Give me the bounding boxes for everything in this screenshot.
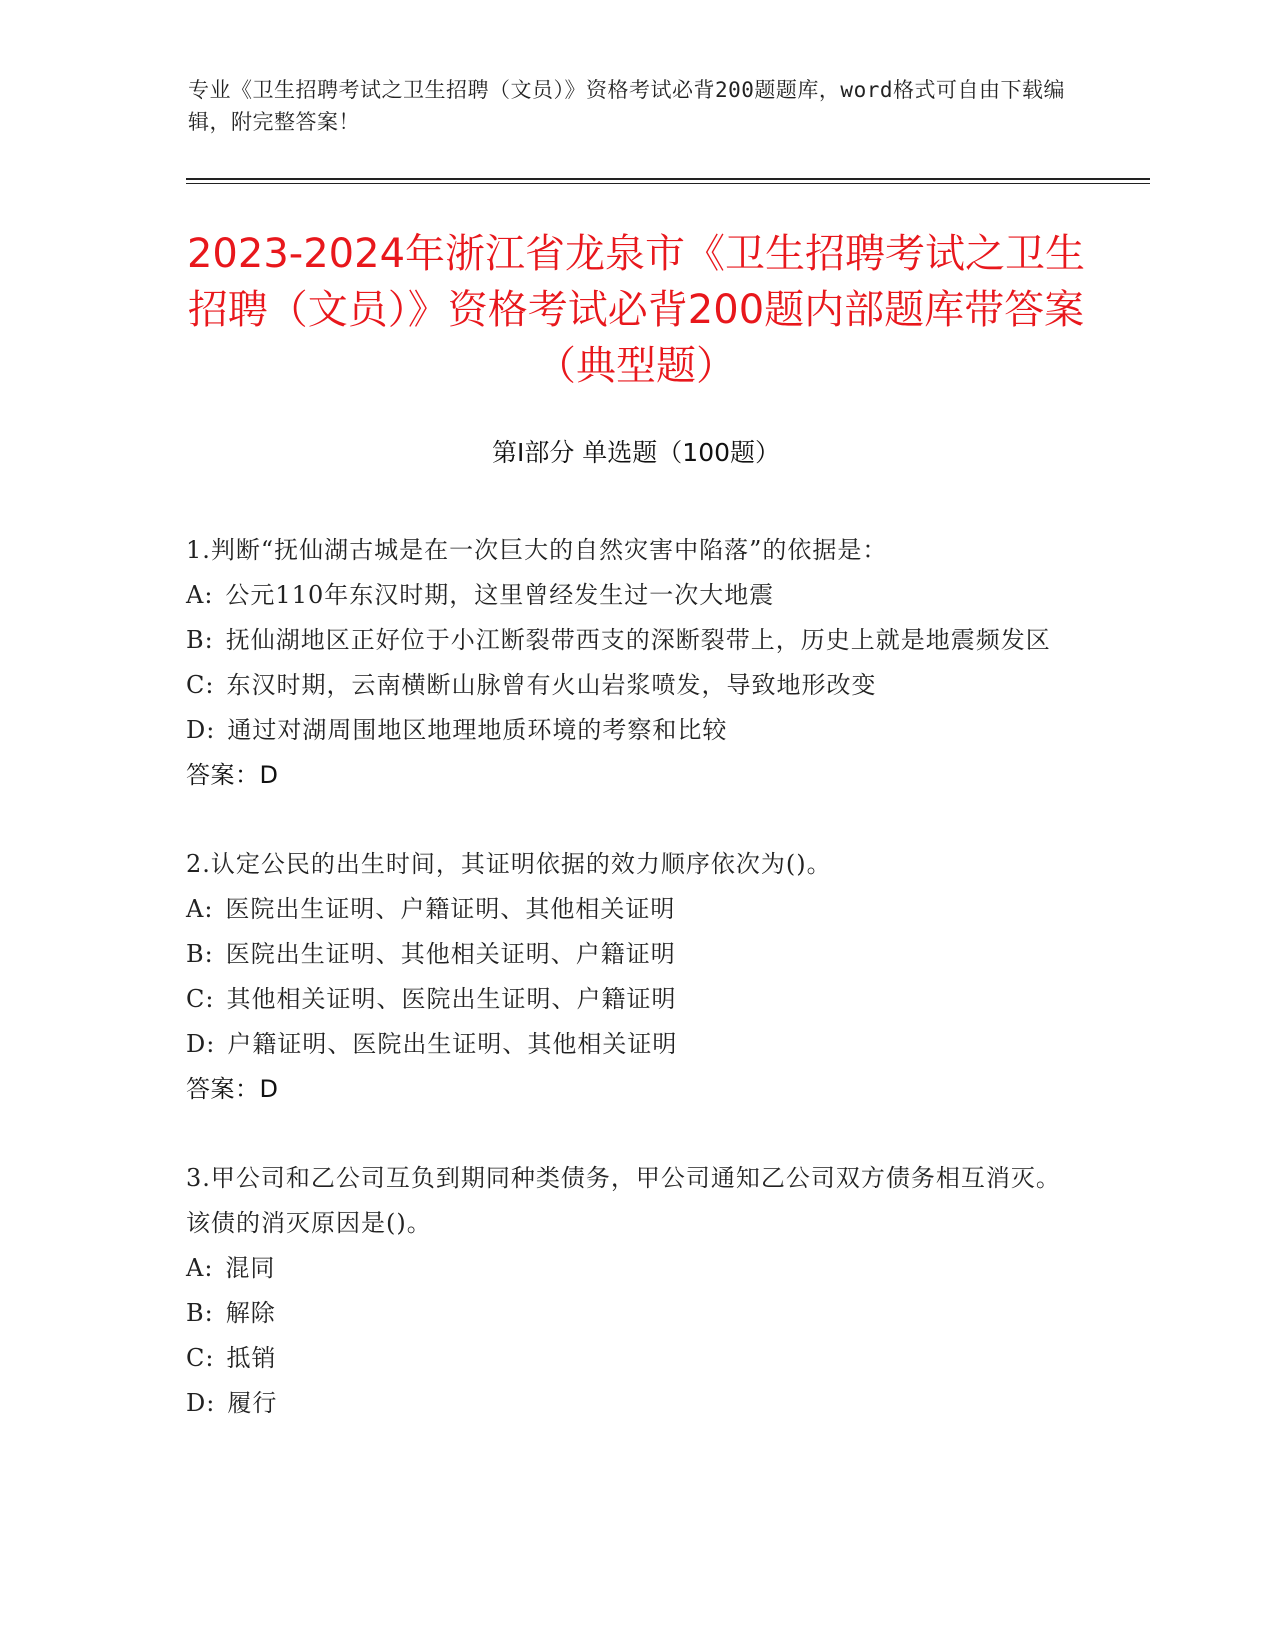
option-text: 抚仙湖地区正好位于小江断裂带西支的深断裂带上，历史上就是地震频发区: [225, 626, 1051, 654]
header-divider-thin: [186, 183, 1150, 184]
option-b: [186, 618, 1066, 663]
question-2: [186, 842, 1066, 1112]
option-a: [186, 887, 1066, 932]
answer-text: 答案：D: [186, 1075, 279, 1103]
option-label: B:: [186, 626, 214, 654]
option-d: [186, 1022, 1066, 1067]
option-label: B:: [186, 940, 214, 968]
option-text: 履行: [227, 1389, 278, 1417]
option-label: B:: [186, 1299, 214, 1327]
answer-text: 答案：D: [186, 761, 279, 789]
option-text: 医院出生证明、其他相关证明、户籍证明: [225, 940, 676, 968]
option-text: 户籍证明、医院出生证明、其他相关证明: [227, 1030, 678, 1058]
option-text: 解除: [225, 1299, 276, 1327]
option-label: C:: [186, 985, 215, 1013]
option-b: [186, 1291, 1066, 1336]
option-d: [186, 1381, 1066, 1426]
option-text: 公元110年东汉时期，这里曾经发生过一次大地震: [225, 581, 775, 609]
option-b: [186, 932, 1066, 977]
option-label: D:: [186, 1030, 216, 1058]
question-3: [186, 1156, 1066, 1426]
header-divider-thick: [186, 178, 1150, 180]
option-label: D:: [186, 1389, 216, 1417]
option-text: 通过对湖周围地区地理地质环境的考察和比较: [227, 716, 728, 744]
option-label: C:: [186, 671, 215, 699]
option-label: A:: [186, 1254, 214, 1282]
question-stem: 2.认定公民的出生时间，其证明依据的效力顺序依次为()。: [186, 850, 832, 878]
option-c: [186, 977, 1066, 1022]
option-text: 东汉时期，云南横断山脉曾有火山岩浆喷发，导致地形改变: [226, 671, 877, 699]
option-label: C:: [186, 1344, 215, 1372]
option-label: A:: [186, 581, 214, 609]
option-label: D:: [186, 716, 216, 744]
option-text: 医院出生证明、户籍证明、其他相关证明: [225, 895, 676, 923]
option-text: 抵销: [226, 1344, 277, 1372]
option-text: 混同: [225, 1254, 276, 1282]
option-d: [186, 708, 1066, 753]
option-label: A:: [186, 895, 214, 923]
option-a: [186, 573, 1066, 618]
section-title: 第Ⅰ部分 单选题（100题）: [491, 438, 781, 467]
question-stem: 3.甲公司和乙公司互负到期同种类债务，甲公司通知乙公司双方债务相互消灭。该债的消灭原因是()。: [186, 1164, 1061, 1237]
option-text: 其他相关证明、医院出生证明、户籍证明: [226, 985, 677, 1013]
question-1: [186, 528, 1066, 798]
header-note: 专业《卫生招聘考试之卫生招聘（文员）》资格考试必背200题题库，word格式可自由下载编辑，附完整答案！: [188, 78, 1065, 134]
document-title: 2023-2024年浙江省龙泉市《卫生招聘考试之卫生招聘（文员）》资格考试必背200题内部题库带答案（典型题）: [186, 231, 1086, 389]
option-c: [186, 1336, 1066, 1381]
question-list: [186, 528, 1066, 1426]
option-c: [186, 663, 1066, 708]
question-stem: 1.判断“抚仙湖古城是在一次巨大的自然灾害中陷落”的依据是：: [186, 536, 888, 564]
option-a: [186, 1246, 1066, 1291]
